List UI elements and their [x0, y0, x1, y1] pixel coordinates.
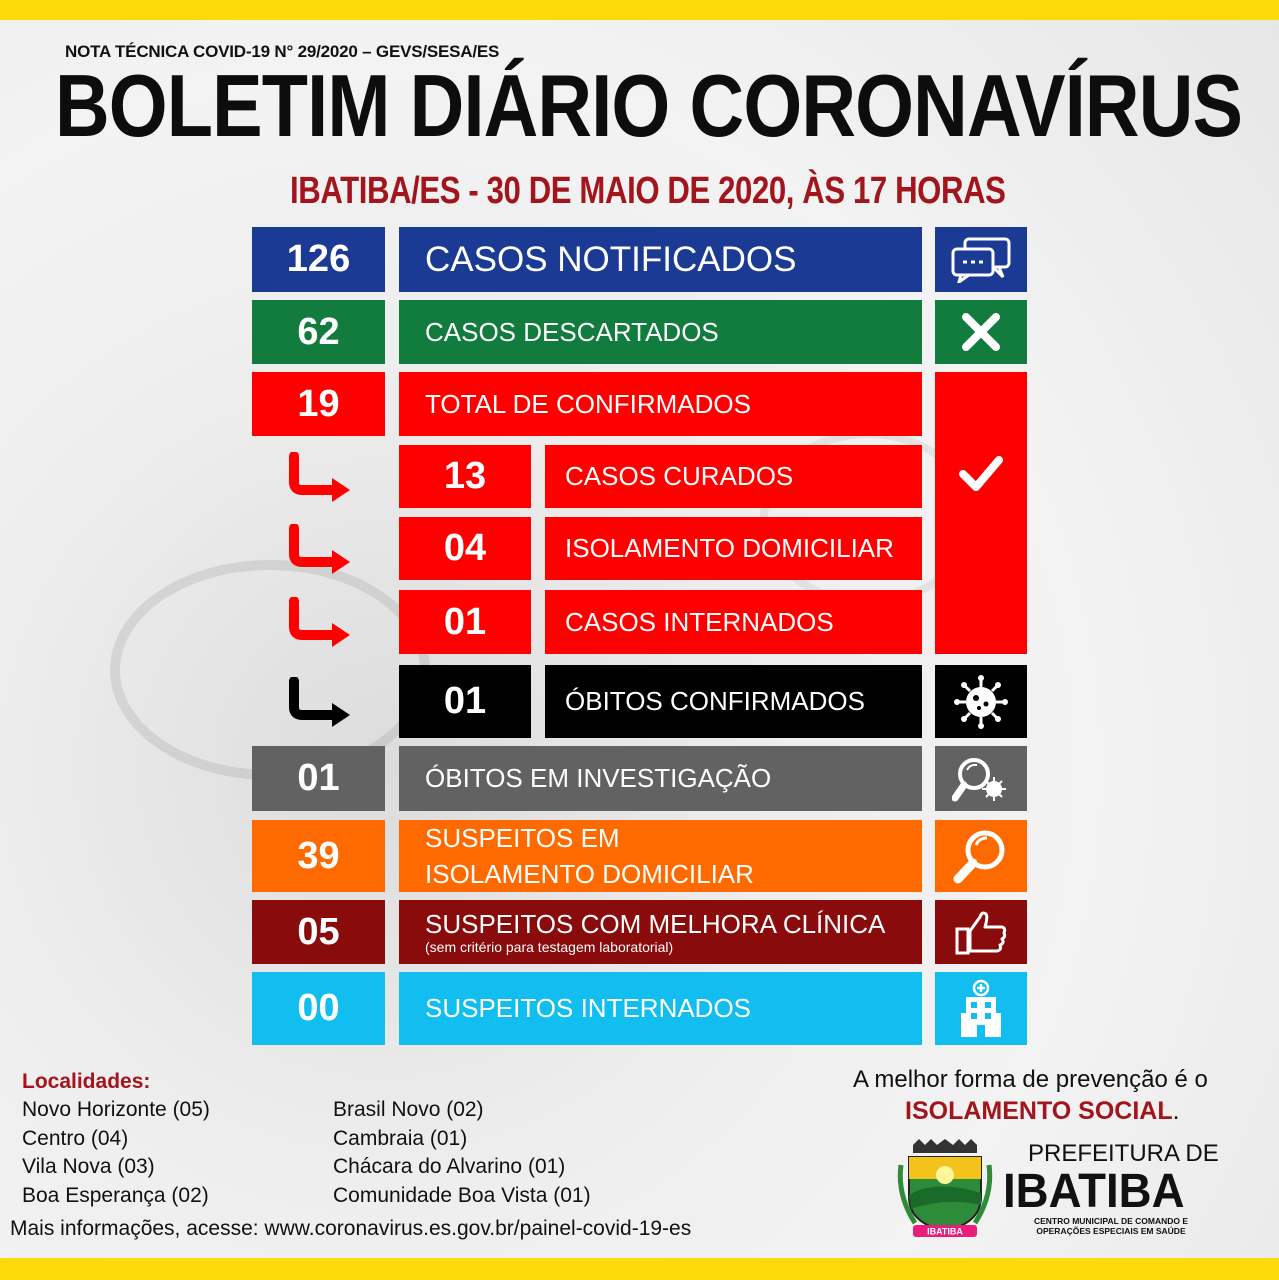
chat-bubbles-icon	[935, 227, 1027, 292]
mais-informacoes: Mais informações, acesse: www.coronavirus.es.gov.br/painel-covid-19-es	[10, 1217, 692, 1240]
suspeitos-internados-value: 00	[252, 972, 385, 1045]
localidade-item: Cambraia (01)	[333, 1126, 468, 1150]
obitos-investigacao-value: 01	[252, 746, 385, 811]
prefeitura-de: PREFEITURA DE	[1028, 1140, 1219, 1167]
red-arrow-icon	[282, 452, 354, 504]
localidade-item: Chácara do Alvarino (01)	[333, 1155, 566, 1178]
black-arrow-icon	[282, 677, 354, 729]
ibatiba-seal-icon	[895, 1135, 995, 1245]
magnifier-icon	[935, 820, 1027, 892]
hospital-icon	[935, 972, 1027, 1045]
top-yellow-band	[0, 0, 1279, 20]
search-virus-icon	[935, 746, 1027, 811]
localidade-item: Brasil Novo (02)	[333, 1098, 484, 1121]
suspeitos-melhora-label	[399, 900, 922, 964]
thumbs-up-icon	[935, 900, 1027, 964]
localidades-col1	[22, 1096, 210, 1210]
page-subtitle: IBATIBA/ES - 30 DE MAIO DE 2020, ÀS 17 HORAS	[290, 170, 1006, 212]
localidade-item: Centro (04)	[22, 1126, 129, 1150]
nota-tecnica: NOTA TÉCNICA COVID-19 N° 29/2020 – GEVS/SESA/ES	[65, 42, 500, 61]
localidades-col2	[333, 1096, 591, 1210]
virus-icon	[935, 665, 1027, 738]
suspeitos-isolamento-line1: SUSPEITOS EM	[425, 823, 620, 853]
centro-municipal-text: CENTRO MUNICIPAL DE COMANDO E OPERAÇÕES ESPECIAIS EM SAÚDE	[1033, 1216, 1189, 1236]
internados-value: 01	[399, 590, 531, 654]
internados-label: CASOS INTERNADOS	[545, 590, 922, 654]
suspeitos-isolamento-value: 39	[252, 820, 385, 892]
obitos-label: ÓBITOS CONFIRMADOS	[545, 665, 922, 738]
isolamento-social-text	[905, 1097, 1180, 1126]
suspeitos-melhora-note: (sem critério para testagem laboratorial)	[425, 939, 674, 955]
localidade-item: Vila Nova (03)	[22, 1155, 155, 1178]
descartados-value: 62	[252, 300, 385, 364]
descartados-label: CASOS DESCARTADOS	[399, 300, 922, 364]
bottom-yellow-band	[0, 1258, 1279, 1280]
notificados-value: 126	[252, 227, 385, 292]
suspeitos-melhora-title: SUSPEITOS COM MELHORA CLÍNICA	[425, 909, 886, 939]
suspeitos-melhora-value: 05	[252, 900, 385, 964]
confirmados-label: TOTAL DE CONFIRMADOS	[399, 372, 922, 436]
obitos-value: 01	[399, 665, 531, 738]
ibatiba-name: IBATIBA	[1003, 1165, 1185, 1218]
confirmados-value: 19	[252, 372, 385, 436]
suspeitos-isolamento-line2: ISOLAMENTO DOMICILIAR	[425, 859, 754, 889]
red-arrow-icon	[282, 597, 354, 649]
isolamento-social-label: ISOLAMENTO SOCIAL	[905, 1097, 1173, 1125]
page-title: BOLETIM DIÁRIO CORONAVÍRUS	[55, 56, 1243, 155]
isolamento-value: 04	[399, 517, 531, 580]
localidade-item: Boa Esperança (02)	[22, 1183, 209, 1207]
curados-label: CASOS CURADOS	[545, 445, 922, 508]
localidades-title: Localidades:	[22, 1070, 151, 1093]
obitos-investigacao-label: ÓBITOS EM INVESTIGAÇÃO	[399, 746, 922, 811]
seal-text: IBATIBA	[927, 1226, 963, 1237]
suspeitos-internados-label: SUSPEITOS INTERNADOS	[399, 972, 922, 1045]
curados-value: 13	[399, 445, 531, 508]
isolamento-social-dot: .	[1172, 1097, 1180, 1125]
suspeitos-isolamento-label	[399, 820, 922, 892]
check-icon	[935, 372, 1027, 654]
red-arrow-icon	[282, 524, 354, 576]
localidade-item: Novo Horizonte (05)	[22, 1098, 210, 1121]
x-mark-icon	[935, 300, 1027, 364]
notificados-label: CASOS NOTIFICADOS	[399, 227, 922, 292]
isolamento-label: ISOLAMENTO DOMICILIAR	[545, 517, 922, 580]
localidade-item: Comunidade Boa Vista (01)	[333, 1183, 591, 1207]
prevencao-text: A melhor forma de prevenção é o	[853, 1066, 1208, 1093]
